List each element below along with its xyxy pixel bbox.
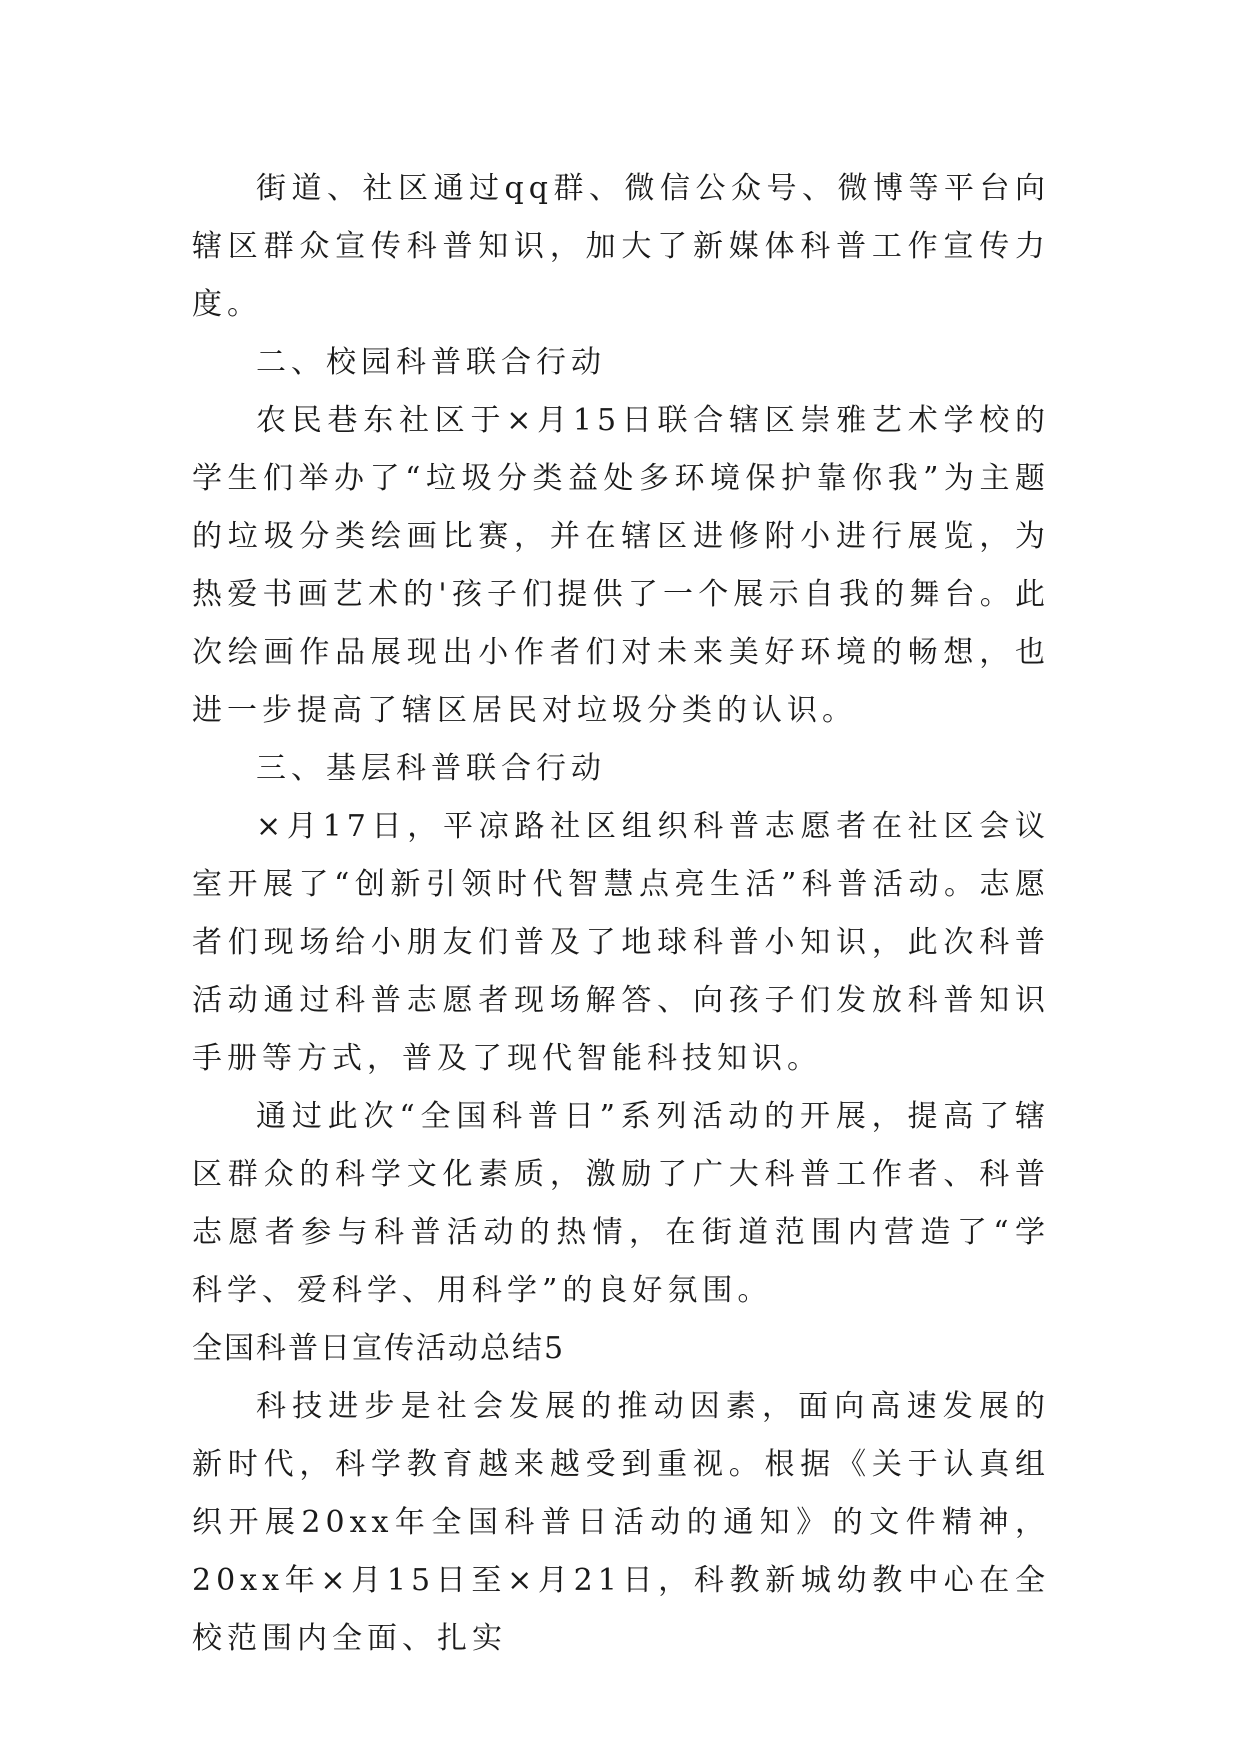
- paragraph-summary: 通过此次“全国科普日”系列活动的开展，提高了辖区群众的科学文化素质，激励了广大科普工作者、科普志愿者参与科普活动的热情，在街道范围内营造了“学科学、爱科学、用科学”的良好氛围。: [192, 1099, 1050, 1308]
- document-title: 全国科普日宣传活动总结5: [192, 1331, 566, 1366]
- section-heading-campus: 二、校园科普联合行动: [256, 345, 606, 380]
- paragraph-grassroots-activity: ×月17日，平凉路社区组织科普志愿者在社区会议室开展了“创新引领时代智慧点亮生活”科普活动。志愿者们现场给小朋友们普及了地球科普小知识，此次科普活动通过科普志愿者现场解答、向孩子们发放科普知识手册等方式，普及了现代智能科技知识。: [192, 809, 1050, 1076]
- document-body: [192, 160, 1050, 1668]
- paragraph-intro: 科技进步是社会发展的推动因素，面向高速发展的新时代，科学教育越来越受到重视。根据《关于认真组织开展20xx年全国科普日活动的通知》的文件精神，20xx年×月15日至×月21日，科教新城幼教中心在全校范围内全面、扎实: [192, 1389, 1050, 1656]
- paragraph-campus-activity: 农民巷东社区于×月15日联合辖区崇雅艺术学校的学生们举办了“垃圾分类益处多环境保护靠你我”为主题的垃圾分类绘画比赛，并在辖区进修附小进行展览，为热爱书画艺术的'孩子们提供了一个展示自我的舞台。此次绘画作品展现出小作者们对未来美好环境的畅想，也进一步提高了辖区居民对垃圾分类的认识。: [192, 403, 1050, 728]
- paragraph-new-media: 街道、社区通过qq群、微信公众号、微博等平台向辖区群众宣传科普知识，加大了新媒体科普工作宣传力度。: [192, 171, 1050, 322]
- section-heading-grassroots: 三、基层科普联合行动: [256, 751, 606, 786]
